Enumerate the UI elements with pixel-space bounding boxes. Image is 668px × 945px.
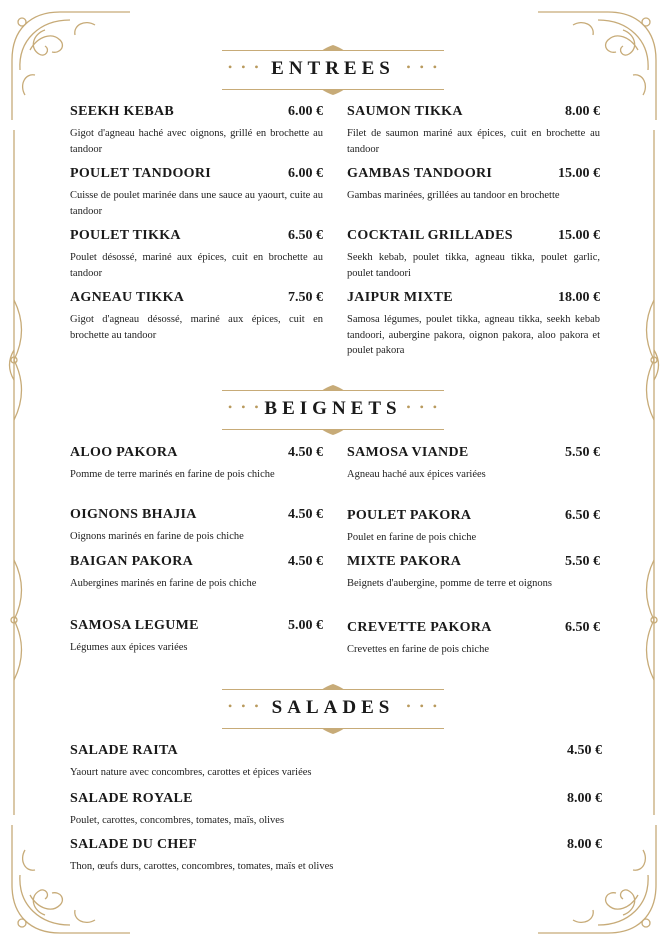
item-price: 7.50 €	[288, 290, 323, 305]
item-name: ALOO PAKORA	[70, 445, 178, 460]
item-name: SAMOSA LEGUME	[70, 618, 199, 633]
item-name: POULET TIKKA	[70, 228, 181, 243]
item-description: Aubergines marinés en farine de pois chiche	[70, 578, 257, 589]
item-price: 6.00 €	[288, 104, 323, 119]
item-price: 6.00 €	[288, 166, 323, 181]
item-name: COCKTAIL GRILLADES	[347, 228, 513, 243]
dots-decoration: • • •	[406, 699, 440, 713]
item-price: 6.50 €	[288, 228, 323, 243]
item-name: POULET TANDOORI	[70, 166, 212, 181]
ornament-icon	[321, 45, 345, 51]
item-price: 15.00 €	[558, 228, 600, 243]
ornament-icon	[321, 684, 345, 690]
dots-decoration: • • •	[228, 60, 262, 74]
item-name: SALADE DU CHEF	[70, 837, 198, 852]
item-name: POULET PAKORA	[347, 508, 472, 523]
section-title: BEIGNETS	[264, 398, 402, 419]
item-name: CREVETTE PAKORA	[347, 620, 492, 635]
item-price: 8.00 €	[567, 791, 602, 806]
item-price: 18.00 €	[558, 290, 600, 305]
section-header-salades	[222, 689, 444, 729]
ornament-icon	[321, 728, 345, 734]
item-price: 4.50 €	[567, 743, 602, 758]
dots-decoration: • • •	[406, 400, 440, 414]
item-description: Cuisse de poulet marinée dans une sauce au yaourt, cuite au tandoor	[70, 190, 323, 217]
item-name: MIXTE PAKORA	[347, 554, 462, 569]
item-price: 5.50 €	[565, 554, 600, 569]
item-name: SALADE ROYALE	[70, 791, 193, 806]
item-price: 4.50 €	[288, 507, 323, 522]
dots-decoration: • • •	[228, 699, 262, 713]
item-name: SAMOSA VIANDE	[347, 445, 469, 460]
section-header-entrees	[222, 50, 444, 90]
item-name: BAIGAN PAKORA	[70, 554, 194, 569]
ornament-icon	[321, 89, 345, 95]
item-description: Oignons marinés en farine de pois chiche	[70, 531, 244, 542]
item-description: Crevettes en farine de pois chiche	[347, 644, 489, 655]
item-price: 8.00 €	[565, 104, 600, 119]
item-description: Poulet désossé, mariné aux épices, cuit en brochette au tandoor	[70, 252, 323, 279]
item-price: 15.00 €	[558, 166, 600, 181]
section-header-beignets	[222, 390, 444, 430]
item-description: Gigot d'agneau désossé, mariné aux épices, cuit en brochette au tandoor	[70, 314, 323, 341]
item-price: 4.50 €	[288, 554, 323, 569]
ornament-icon	[321, 385, 345, 391]
item-price: 6.50 €	[565, 620, 600, 635]
item-description: Yaourt nature avec concombres, carottes et épices variées	[70, 767, 312, 778]
dots-decoration: • • •	[406, 60, 440, 74]
item-description: Légumes aux épices variées	[70, 642, 188, 653]
item-price: 8.00 €	[567, 837, 602, 852]
item-description: Poulet, carottes, concombres, tomates, maïs, olives	[70, 815, 285, 826]
item-name: OIGNONS BHAJIA	[70, 507, 197, 522]
item-description: Samosa légumes, poulet tikka, agneau tikka, seekh kebab tandoori, aubergine pakora, oignon pakora, aloo pakora et poulet pakora	[347, 314, 600, 356]
item-price: 6.50 €	[565, 508, 600, 523]
item-name: SEEKH KEBAB	[70, 104, 175, 119]
dots-decoration: • • •	[228, 400, 262, 414]
item-description: Agneau haché aux épices variées	[347, 469, 486, 480]
item-name: AGNEAU TIKKA	[70, 290, 185, 305]
item-price: 4.50 €	[288, 445, 323, 460]
item-name: JAIPUR MIXTE	[347, 290, 453, 305]
item-name: SAUMON TIKKA	[347, 104, 463, 119]
item-description: Pomme de terre marinés en farine de pois chiche	[70, 469, 275, 480]
item-description: Filet de saumon mariné aux épices, cuit en brochette au tandoor	[347, 128, 600, 155]
item-price: 5.50 €	[565, 445, 600, 460]
item-description: Seekh kebab, poulet tikka, agneau tikka, poulet garlic, poulet tandoori	[347, 252, 600, 279]
section-title: ENTREES	[271, 58, 395, 79]
item-name: SALADE RAITA	[70, 743, 178, 758]
item-description: Poulet en farine de pois chiche	[347, 532, 477, 543]
item-description: Gigot d'agneau haché avec oignons, grillé en brochette au tandoor	[70, 128, 323, 155]
section-title: SALADES	[271, 697, 395, 718]
ornament-icon	[321, 429, 345, 435]
item-description: Thon, œufs durs, carottes, concombres, tomates, maïs et olives	[70, 861, 334, 872]
item-description: Beignets d'aubergine, pomme de terre et oignons	[347, 578, 552, 589]
item-description: Gambas marinées, grillées au tandoor en brochette	[347, 190, 560, 201]
item-name: GAMBAS TANDOORI	[347, 166, 493, 181]
item-price: 5.00 €	[288, 618, 323, 633]
